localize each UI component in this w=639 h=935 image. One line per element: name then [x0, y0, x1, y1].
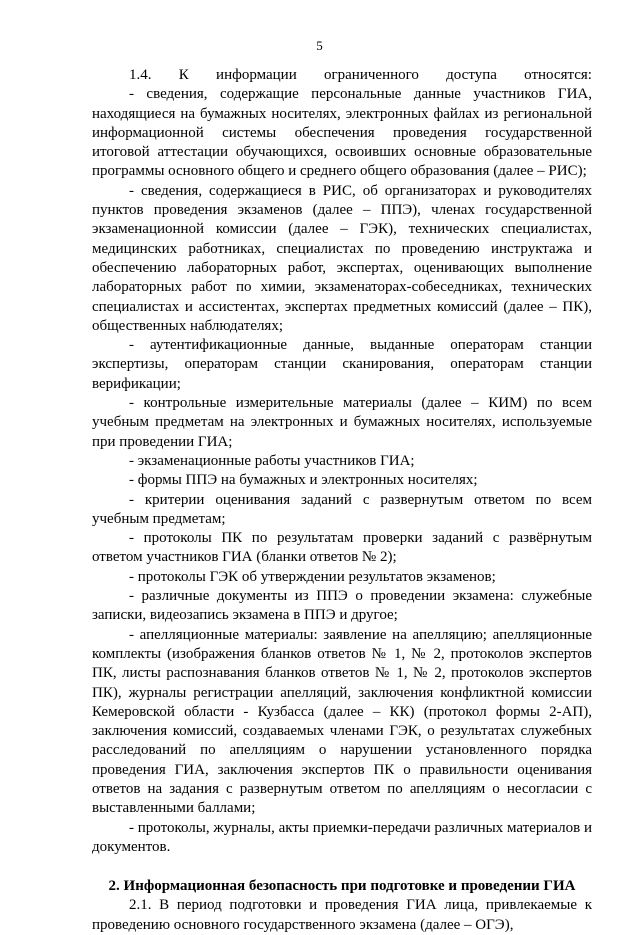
intro-word: К — [178, 67, 189, 83]
intro-word: информации — [216, 67, 297, 83]
list-item: - контрольные измерительные материалы (далее – КИМ) по всем учебным предметам на электронных и бумажных носителях, используемые при проведении ГИА; — [92, 395, 592, 450]
intro-word: ограниченного — [324, 67, 419, 83]
list-item: - аутентификационные данные, выданные операторам станции экспертизы, операторам станции сканирования, операторам станции верификации; — [92, 337, 592, 392]
page-number: 5 — [316, 38, 323, 53]
document-body — [92, 66, 592, 935]
section-heading: 2. Информационная безопасность при подготовке и проведении ГИА — [108, 878, 576, 895]
intro-word: 1.4. — [129, 67, 152, 83]
list-item: - различные документы из ППЭ о проведении экзамена: служебные записки, видеозапись экзамена в ППЭ и другое; — [92, 588, 592, 624]
list-item: - сведения, содержащиеся в РИС, об организаторах и руководителях пунктов проведения экзаменов (далее – ППЭ), членах государственной экзаменационной комиссии (далее – ГЭК), технических специалистах, медицинских работниках, специалистах по проведению инструктажа и обеспечению лабораторных работ, экспертах, оценивающих выполнение лабораторных работ по химии, экзаменаторах-собеседниках, технических специалистах и ассистентах, экспертах предметных комиссий (далее – ПК), общественных наблюдателях; — [92, 182, 592, 334]
intro-line — [92, 66, 592, 85]
list-item: - сведения, содержащие персональные данные участников ГИА, находящиеся на бумажных носителях, электронных файлах из региональной информационной системы обеспечения проведения государственной итоговой аттестации обучающихся, освоивших основные образовательные программы основного общего и среднего общего образования (далее – РИС); — [92, 86, 592, 180]
list-item: - критерии оценивания заданий с развернутым ответом по всем учебным предметам; — [92, 491, 592, 527]
list-item: - протоколы ГЭК об утверждении результатов экзаменов; — [129, 568, 496, 585]
list-item: - протоколы, журналы, акты приемки-передачи различных материалов и документов. — [92, 819, 592, 855]
list-item: - апелляционные материалы: заявление на апелляцию; апелляционные комплекты (изображения бланков ответов № 1, № 2, протоколов экспертов ПК, листы распознавания бланков ответов № 1, № 2, протоколов экспертов ПК), журналы регистрации апелляций, заключения конфликтной комиссии Кемеровской области - Кузбасса (далее – КК) (протокол формы 2-АП), заключения комиссий, создаваемых членами ГЭК, о результатах служебных расследований по апелляциям о нарушении установленного порядка проведения ГИА, заключения экспертов ПК о правильности оценивания ответов на задания с развернутым ответом по апелляциям о несогласии с выставленными баллами; — [92, 626, 592, 817]
section-paragraph: 2.1. В период подготовки и проведения ГИА лица, привлекаемые к проведению основного государственного экзамена (далее – ОГЭ), — [92, 897, 592, 933]
intro-word: относятся: — [524, 67, 592, 83]
list-item: - формы ППЭ на бумажных и электронных носителях; — [129, 472, 478, 489]
list-item: - протоколы ПК по результатам проверки заданий с развёрнутым ответом участников ГИА (бланки ответов № 2); — [92, 530, 592, 566]
list-item: - экзаменационные работы участников ГИА; — [129, 452, 415, 469]
intro-word: доступа — [446, 67, 497, 83]
